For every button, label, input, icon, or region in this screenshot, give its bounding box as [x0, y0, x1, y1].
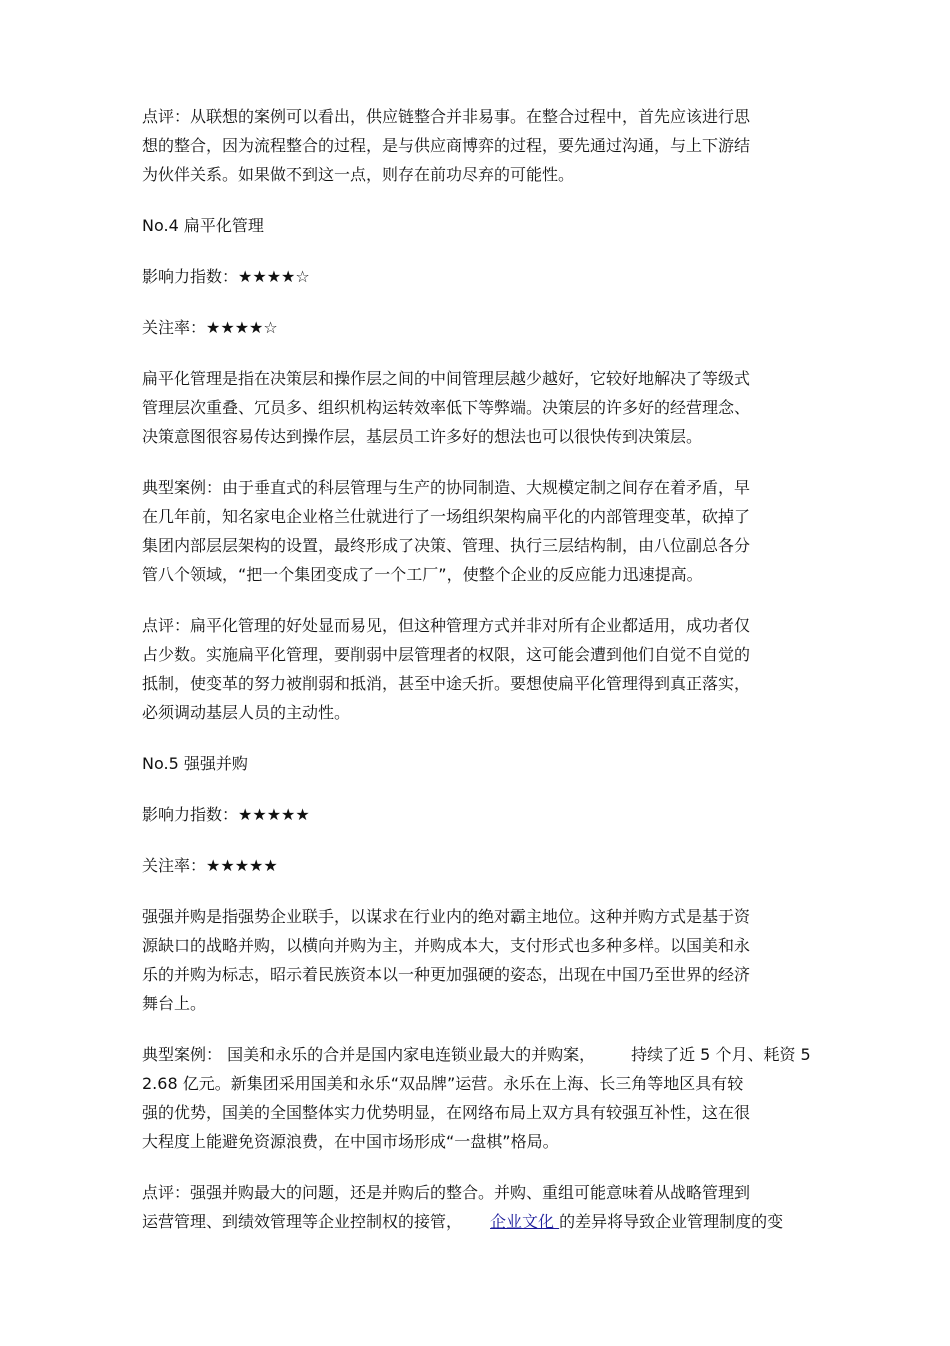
text-line	[142, 1040, 882, 1069]
text-segment: 的差异将导致企业管理制度的变	[559, 1212, 784, 1231]
text-line: 乐的并购为标志，昭示着民族资本以一种更加强硬的姿态，出现在中国乃至世界的经济	[142, 965, 751, 984]
text-line: 为伙伴关系。如果做不到这一点，则存在前功尽弃的可能性。	[142, 165, 575, 184]
text-line: 点评：强强并购最大的问题，还是并购后的整合。并购、重组可能意味着从战略管理到	[142, 1183, 751, 1202]
attention-rating-no4: 关注率：★★★★☆	[142, 318, 278, 337]
text-line: 点评：从联想的案例可以看出，供应链整合并非易事。在整合过程中，首先应该进行思	[142, 107, 751, 126]
text-line: 占少数。实施扁平化管理，要削弱中层管理者的权限，这可能会遭到他们自觉不自觉的	[142, 645, 751, 664]
case-paragraph-no4	[142, 473, 882, 589]
section-title-no5: No.5 强强并购	[142, 754, 248, 773]
text-line: 扁平化管理是指在决策层和操作层之间的中间管理层越少越好，它较好地解决了等级式	[142, 369, 751, 388]
text-line: 必须调动基层人员的主动性。	[142, 703, 351, 722]
text-line: 强的优势，国美的全国整体实力优势明显，在网络布局上双方具有较强互补性，这在很	[142, 1103, 751, 1122]
influence-rating-no5: 影响力指数：★★★★★	[142, 805, 310, 824]
text-line	[142, 1207, 882, 1236]
text-segment: 持续了近 5 个月、耗资 5	[631, 1045, 811, 1064]
comment-paragraph-lenovo	[142, 102, 882, 189]
text-line: 典型案例：由于垂直式的科层管理与生产的协同制造、大规模定制之间存在着矛盾，早	[142, 478, 751, 497]
attention-rating-no5: 关注率：★★★★★	[142, 856, 278, 875]
section-title-no4: No.4 扁平化管理	[142, 216, 264, 235]
text-line: 大程度上能避免资源浪费，在中国市场形成“一盘棋”格局。	[142, 1132, 559, 1151]
text-line: 集团内部层层架构的设置，最终形成了决策、管理、执行三层结构制，由八位副总各分	[142, 536, 751, 555]
text-segment: 典型案例： 国美和永乐的合并是国内家电连锁业最大的并购案，	[142, 1045, 596, 1064]
text-line: 源缺口的战略并购，以横向并购为主，并购成本大，支付形式也多种多样。以国美和永	[142, 936, 751, 955]
corporate-culture-link[interactable]: 企业文化	[490, 1212, 560, 1231]
text-line: 抵制，使变革的努力被削弱和抵消，甚至中途夭折。要想使扁平化管理得到真正落实，	[142, 674, 751, 693]
description-paragraph-no4	[142, 364, 882, 451]
text-line: 点评：扁平化管理的好处显而易见，但这种管理方式并非对所有企业都适用，成功者仅	[142, 616, 751, 635]
text-line: 管理层次重叠、冗员多、组织机构运转效率低下等弊端。决策层的许多好的经营理念、	[142, 398, 751, 417]
text-line: 决策意图很容易传达到操作层，基层员工许多好的想法也可以很快传到决策层。	[142, 427, 703, 446]
text-line: 强强并购是指强势企业联手，以谋求在行业内的绝对霸主地位。这种并购方式是基于资	[142, 907, 751, 926]
case-paragraph-no5	[142, 1040, 882, 1156]
text-line: 2.68 亿元。新集团采用国美和永乐“双品牌”运营。永乐在上海、长三角等地区具有较	[142, 1074, 744, 1093]
comment-paragraph-no5	[142, 1178, 882, 1236]
text-line: 在几年前，知名家电企业格兰仕就进行了一场组织架构扁平化的内部管理变革，砍掉了	[142, 507, 751, 526]
description-paragraph-no5	[142, 902, 882, 1018]
text-line: 舞台上。	[142, 994, 207, 1013]
text-segment: 运营管理、到绩效管理等企业控制权的接管，	[142, 1212, 463, 1231]
influence-rating-no4: 影响力指数：★★★★☆	[142, 267, 310, 286]
comment-paragraph-no4	[142, 611, 882, 727]
text-line: 管八个领域，“把一个集团变成了一个工厂”，使整个企业的反应能力迅速提高。	[142, 565, 703, 584]
document-page	[142, 102, 882, 1258]
text-line: 想的整合，因为流程整合的过程，是与供应商博弈的过程，要先通过沟通，与上下游结	[142, 136, 751, 155]
